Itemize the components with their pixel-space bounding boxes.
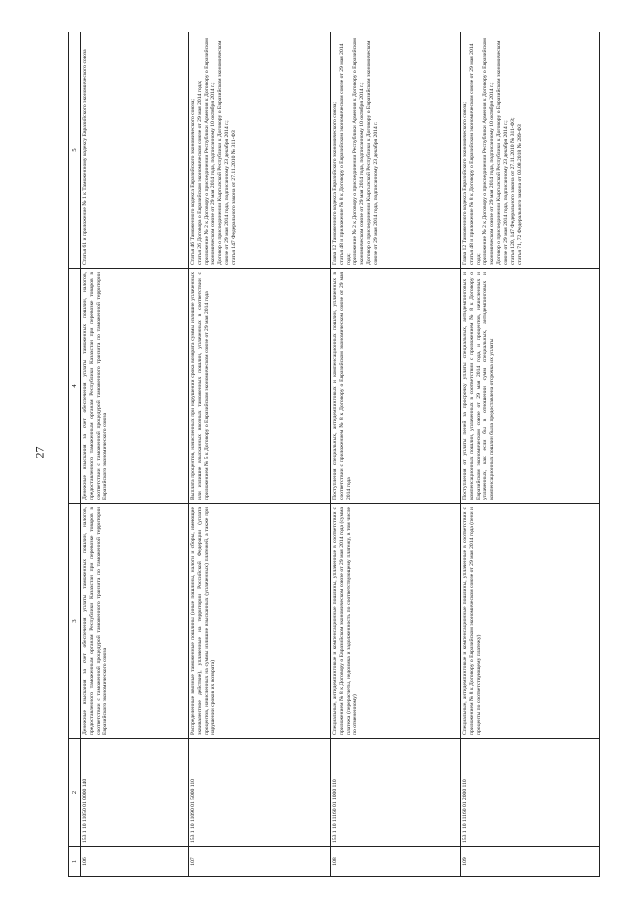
legal-basis — [461, 32, 600, 269]
column-header-1: 1 — [69, 847, 81, 877]
legal-basis — [81, 32, 189, 269]
column-number-row — [69, 32, 81, 877]
table-row — [189, 32, 331, 877]
income-description: Поступления специальных, антидемпинговых и компенсационных пошлин, уплаченных в соответствии с приложением № 8 к Договору о Евразийском экономическом союзе от 29 мая 2014 года — [331, 269, 461, 504]
legal-basis-line: приложение № 2 к Договору о присоединении Республики Армения к Договору о Евразийском экономическом союзе от 29 мая 2014 года, подписанному 10 октября 2014 г.; — [203, 38, 217, 265]
legal-basis-line: Статья 61 и приложение № 1 к Таможенному кодексу Евразийского экономического союза — [82, 49, 88, 265]
budget-codes-table — [68, 32, 600, 877]
row-number: 108 — [331, 847, 461, 877]
row-number: 107 — [189, 847, 331, 877]
legal-basis-line: Глава 12 Таможенного кодекса Евразийского экономического союза; — [332, 102, 338, 265]
legal-basis-line: Договор о присоединении Кыргызской Республики к Договору о Евразийском экономическом союзе от 29 мая 2014 года, подписанному 23 декабря 2014 г.; — [496, 40, 509, 265]
legal-basis-line: приложение № 2 к Договору о присоединении Республики Армения к Договору о Евразийском экономическом союзе от 29 мая 2014 года, подписанному 10 октября 2014 г.; — [482, 38, 496, 265]
legal-basis-line: статья 120, 147 Федерального закона от 27.11.2010 № 311-ФЗ; — [509, 117, 516, 265]
legal-basis-line: статья 48 и приложение № 8 к Договору о Евразийском экономическом союзе от 29 мая 2014 года; — [338, 43, 352, 265]
page-number: 27 — [32, 446, 47, 459]
income-description: Выплата процентов, начисленных при нарушении срока возврата суммы излишне уплаченных или излишне взысканных ввозных таможенных пошлин, уплаченных в соответствии с приложением № 5 к Договору о Евразийском экономическом союзе от 29 мая 2014 года — [189, 269, 331, 504]
legal-basis — [331, 32, 461, 269]
income-name: Специальные, антидемпинговые и компенсационные пошлины, уплаченные в соответствии с приложением № 8 к Договору о Евразийском экономическом союзе от 29 мая 2014 года (сумма платежа (перерасчеты, недоимка и задолженность по соответствующему платежу, в том числе по отмененному) — [331, 504, 461, 739]
budget-classification-code: 153 1 10 11050 01 0000 140 — [81, 739, 189, 847]
income-description: Денежные взыскания за счет обеспечения уплаты таможенных пошлин, налогов, предоставленного таможенным органам Республики Казахстан при перевозке товаров в соответствии с таможенной процедурой таможенного транзита по таможенной территории Евразийского экономического союза — [81, 269, 189, 504]
income-name: Специальные, антидемпинговые и компенсационные пошлины, уплаченные в соответствии с приложением № 8 к Договору о Евразийском экономическом союзе от 29 мая 2014 года (пени и проценты по соответствующему платежу) — [461, 504, 600, 739]
legal-basis-line: статья 48 и приложение № 8 к Договору о Евразийском экономическом союзе от 29 мая 2014 года; — [468, 43, 482, 265]
legal-basis-line: Статья 46 Таможенного кодекса Евразийского экономического союза; — [190, 99, 196, 265]
column-header-5: 5 — [69, 32, 81, 269]
legal-basis-line: Договор о присоединении Кыргызской Республики к Договору о Евразийском экономическом союзе от 29 мая 2014 года, подписанному 23 декабря 2014 г.; — [217, 40, 231, 265]
column-header-2: 2 — [69, 739, 81, 847]
budget-classification-code: 153 1 10 11160 01 2000 110 — [461, 739, 600, 847]
legal-basis-line: Договор о присоединении Кыргызской Республики к Договору о Евразийском экономическом союзе от 29 мая 2014 года, подписанному 23 декабря 2014 г. — [366, 40, 379, 265]
legal-basis — [189, 32, 331, 269]
row-number: 106 — [81, 847, 189, 877]
column-header-3: 3 — [69, 504, 81, 739]
legal-basis-line: статья 147 Федерального закона от 27.11.2010 № 311-ФЗ — [230, 130, 237, 265]
legal-basis-line: статья 26 Договора о Евразийском экономическом союзе от 29 мая 2014 года; — [196, 80, 203, 265]
rotated-table-container — [68, 32, 600, 877]
legal-basis-line: Глава 12 Таможенного кодекса Евразийского экономического союза; — [462, 102, 468, 265]
table-row — [461, 32, 600, 877]
column-header-4: 4 — [69, 269, 81, 504]
row-number: 109 — [461, 847, 600, 877]
income-name: Распределенные ввозные таможенные пошлины (иные пошлины, налоги и сборы, имеющие эквивалентное действие), уплаченные на территории Российской Федерации (уплата процентов, начисленных на суммы излишне взысканных (уплаченных) платежей, а также при нарушении сроков их возврата) — [189, 504, 331, 739]
legal-basis-line: приложение № 2 к Договору о присоединении Республики Армения к Договору о Евразийском экономическом союзе от 29 мая 2014 года, подписанному 10 октября 2014 г.; — [352, 38, 366, 265]
budget-classification-code: 153 1 10 11090 01 5000 110 — [189, 739, 331, 847]
legal-basis-line: статья 71, 72 Федерального закона от 03.08.2018 № 289-ФЗ — [516, 124, 523, 265]
budget-classification-code: 153 1 10 11160 01 1000 110 — [331, 739, 461, 847]
income-description: Поступления от уплаты пеней за просрочку уплаты специальных, антидемпинговых и компенсационных пошлин, уплаченных в соответствии с приложением № 8 к Договору о Евразийском экономическом союзе от 29 мая 2014 года, и процентов, начисленных и уплаченных, как если бы в отношении сумм специальных, антидемпинговых и компенсационных пошлин была предоставлена отсрочка их уплаты — [461, 269, 600, 504]
table-row — [81, 32, 189, 877]
income-name: Денежные взыскания за счет обеспечения уплаты таможенных пошлин, налогов, предоставленного таможенным органам Республики Казахстан при перевозке товаров в соответствии с таможенной процедурой таможенного транзита по таможенной территории Евразийского экономического союза — [81, 504, 189, 739]
table-row — [331, 32, 461, 877]
scanned-page — [68, 32, 600, 877]
